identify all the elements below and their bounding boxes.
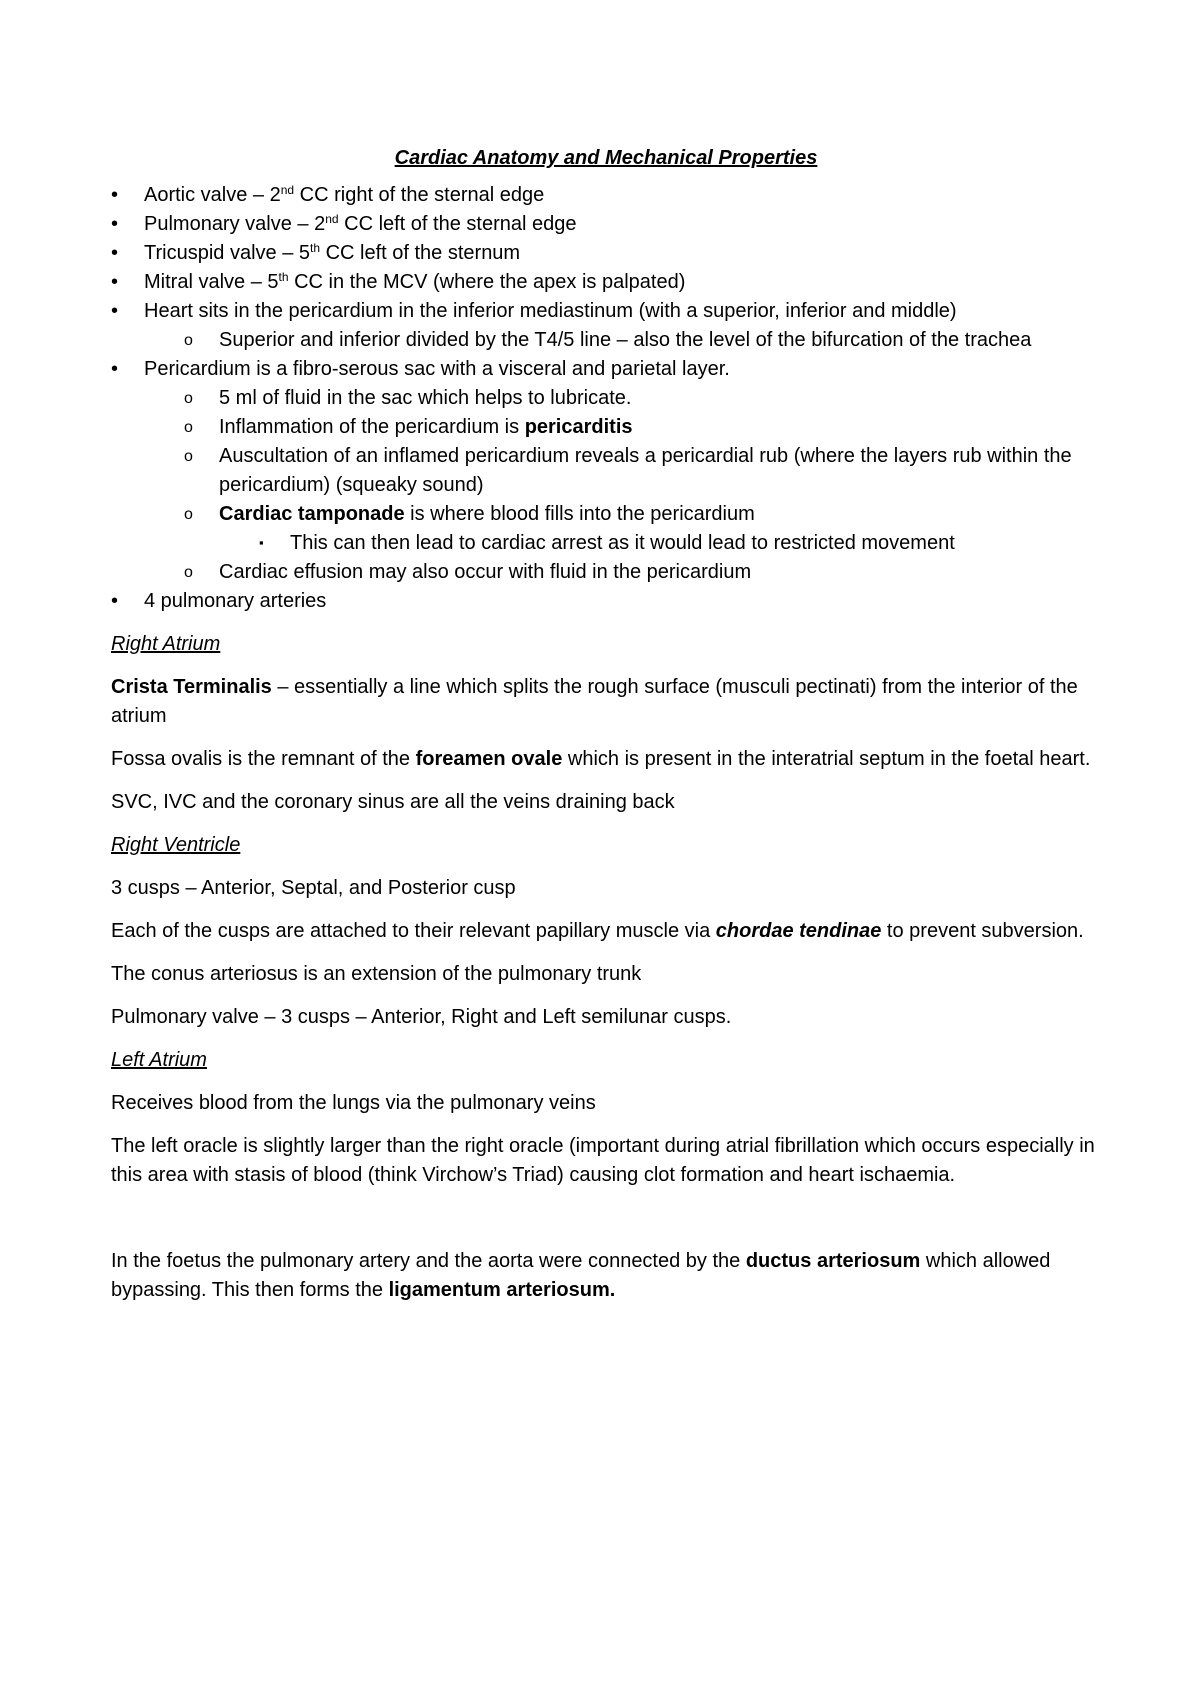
sub-bullet-icon: o (184, 506, 193, 523)
bullet-icon: • (111, 590, 119, 612)
square-bullet-icon: ▪ (259, 535, 264, 550)
sub-bullet-icon: o (184, 448, 193, 465)
sub-bullet-icon: o (184, 332, 193, 349)
paragraph: 3 cusps – Anterior, Septal, and Posterior cusp (111, 877, 516, 899)
list-item: • Aortic valve – 2nd CC right of the sternal edge (111, 181, 1101, 210)
list-item: • Tricuspid valve – 5th CC left of the sternum (111, 239, 1101, 268)
section-heading-right-atrium: Right Atrium (111, 633, 221, 655)
bullet-list (111, 181, 1101, 616)
paragraph: Fossa ovalis is the remnant of the foreamen ovale which is present in the interatrial septum in the foetal heart. (111, 748, 1091, 770)
sub-sub-list-item: ▪ This can then lead to cardiac arrest as it would lead to restricted movement (111, 529, 1101, 558)
list-item: • Heart sits in the pericardium in the inferior mediastinum (with a superior, inferior and middle) (111, 297, 1101, 326)
sub-bullet-icon: o (184, 564, 193, 581)
page-title: Cardiac Anatomy and Mechanical Properties (394, 147, 818, 169)
sub-bullet-icon: o (184, 419, 193, 436)
list-item: • 4 pulmonary arteries (111, 587, 1101, 616)
list-item: • Pulmonary valve – 2nd CC left of the sternal edge (111, 210, 1101, 239)
paragraph: Each of the cusps are attached to their relevant papillary muscle via chordae tendinae to prevent subversion. (111, 920, 1084, 942)
sub-list-item: o Superior and inferior divided by the T4/5 line – also the level of the bifurcation of the trachea (111, 326, 1101, 355)
spacer (111, 1204, 1101, 1247)
bullet-icon: • (111, 184, 119, 206)
list-item: • Pericardium is a fibro-serous sac with a visceral and parietal layer. (111, 355, 1101, 384)
list-item: • Mitral valve – 5th CC in the MCV (where the apex is palpated) (111, 268, 1101, 297)
paragraph: In the foetus the pulmonary artery and the aorta were connected by the ductus arteriosum which allowed bypassing. This then forms the ligamentum arteriosum. (111, 1250, 1051, 1301)
sub-list-item: o 5 ml of fluid in the sac which helps to lubricate. (111, 384, 1101, 413)
bullet-icon: • (111, 213, 119, 235)
sub-bullet-icon: o (184, 390, 193, 407)
bullet-icon: • (111, 358, 119, 380)
paragraph: Pulmonary valve – 3 cusps – Anterior, Right and Left semilunar cusps. (111, 1006, 732, 1028)
sub-list-item: o Inflammation of the pericardium is pericarditis (111, 413, 1101, 442)
document-content (111, 144, 1101, 1319)
bullet-icon: • (111, 242, 119, 264)
section-heading-left-atrium: Left Atrium (111, 1049, 207, 1071)
paragraph: Crista Terminalis – essentially a line which splits the rough surface (musculi pectinati) from the interior of the atrium (111, 676, 1078, 727)
sub-list-item: o Cardiac tamponade is where blood fills into the pericardium (111, 500, 1101, 529)
sub-list-item: o Auscultation of an inflamed pericardium reveals a pericardial rub (where the layers rub within the pericardium) (squeaky sound) (111, 442, 1101, 500)
bullet-icon: • (111, 271, 119, 293)
paragraph: The left oracle is slightly larger than the right oracle (important during atrial fibrillation which occurs especially in this area with stasis of blood (think Virchow’s Triad) causing clot formation and heart ischaemia. (111, 1135, 1095, 1186)
sub-list-item: o Cardiac effusion may also occur with fluid in the pericardium (111, 558, 1101, 587)
paragraph: Receives blood from the lungs via the pulmonary veins (111, 1092, 596, 1114)
paragraph: The conus arteriosus is an extension of the pulmonary trunk (111, 963, 642, 985)
section-heading-right-ventricle: Right Ventricle (111, 834, 241, 856)
paragraph: SVC, IVC and the coronary sinus are all the veins draining back (111, 791, 675, 813)
bullet-icon: • (111, 300, 119, 322)
